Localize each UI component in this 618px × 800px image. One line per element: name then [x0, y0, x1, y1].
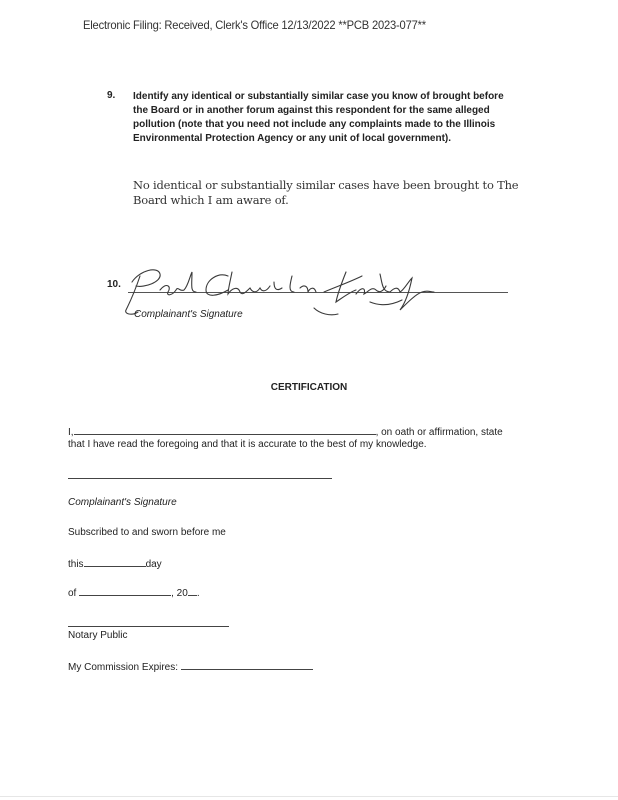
question-9-text: Identify any identical or substantially similar case you know of brought before the Board or in another forum against this respondent for the same alleged pollution (note that you need not include any complaints made to the Illinois Environmental Protection Agency or any unit of local government).	[133, 91, 504, 144]
certification-statement-line2: that I have read the foregoing and that it is accurate to the best of my knowledge.	[68, 439, 427, 450]
day-line	[68, 556, 162, 570]
date-line	[68, 585, 200, 599]
certification-title: CERTIFICATION	[270, 382, 348, 393]
commission-line	[68, 659, 313, 673]
certification-statement	[68, 424, 503, 438]
cert-signature-line[interactable]	[68, 478, 332, 479]
year-prefix: , 20	[171, 588, 188, 599]
year-suffix: .	[196, 588, 200, 599]
month-blank[interactable]	[79, 585, 171, 596]
cert-suffix: , on oath or affirmation, state	[375, 427, 503, 438]
name-blank[interactable]	[74, 424, 376, 435]
this-label: this	[68, 559, 84, 570]
notary-public-label: Notary Public	[68, 630, 128, 641]
commission-blank[interactable]	[181, 659, 313, 670]
of-label: of	[68, 588, 77, 599]
filing-header: Electronic Filing: Received, Clerk's Office 12/13/2022 **PCB 2023-077**	[83, 18, 426, 32]
item-10-number: 10.	[107, 279, 121, 290]
cert-prefix: I,	[68, 427, 74, 438]
cert-signature-caption: Complainant's Signature	[68, 497, 177, 508]
question-9-answer: No identical or substantially similar cases have been brought to The Board which I am aware of.	[133, 178, 519, 207]
question-9-number: 9.	[107, 90, 116, 101]
notary-signature-line[interactable]	[68, 626, 229, 627]
day-label: day	[145, 559, 162, 570]
day-blank[interactable]	[84, 556, 146, 567]
page-bottom-edge	[0, 796, 618, 797]
complainant-signature-caption: Complainant's Signature	[134, 309, 243, 320]
subscribed-text: Subscribed to and sworn before me	[68, 527, 226, 538]
year-blank[interactable]	[188, 585, 197, 596]
commission-label: My Commission Expires:	[68, 662, 179, 673]
